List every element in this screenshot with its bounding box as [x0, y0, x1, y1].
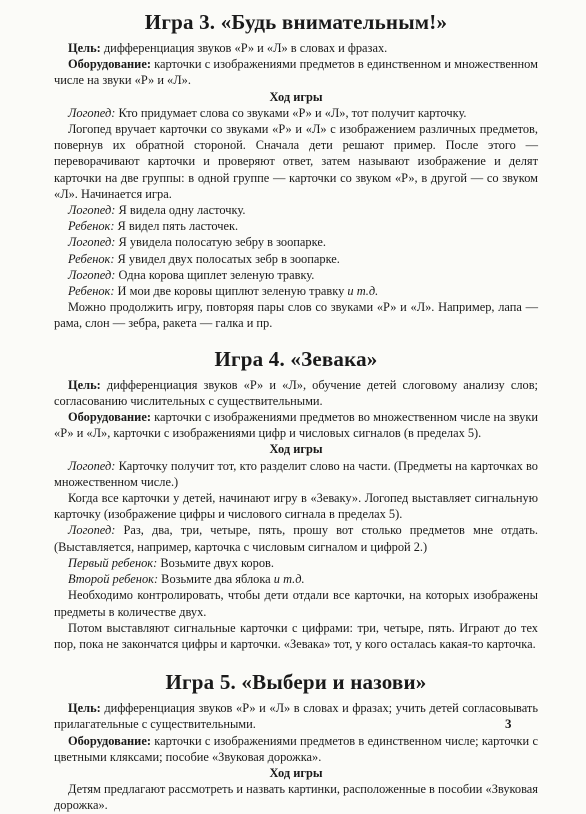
game-5-section: [54, 670, 538, 813]
speaker-label: Логопед:: [68, 458, 116, 473]
game-5-heading: Ход игры: [269, 765, 323, 780]
equipment-label: Оборудование:: [68, 57, 151, 72]
dialogue-line: [54, 105, 538, 121]
goal-text: дифференциация звуков «Р» и «Л», обучение детей слоговому анализу слов; согласованию числительных с существительными.: [54, 377, 538, 408]
dialogue-line: [54, 555, 538, 571]
dialogue-line: [54, 522, 538, 554]
speech-text: Я увидел двух полосатых зебр в зоопарке.: [114, 251, 340, 266]
equipment-label: Оборудование:: [68, 733, 151, 748]
game-4-section: [54, 347, 538, 652]
goal-text: дифференциация звуков «Р» и «Л» в словах и фразах.: [100, 41, 388, 55]
dialogue-line: [54, 267, 538, 283]
speech-text: Я увидела полосатую зебру в зоопарке.: [115, 235, 326, 250]
game-3-goal: [54, 40, 538, 56]
game-3-heading: Ход игры: [269, 89, 323, 104]
game-3-equipment: [54, 56, 538, 88]
paragraph: Логопед вручает карточки со звуками «Р» и «Л» с изображением различных предметов, повернув их обратной стороной. Сначала дети решают пример. После этого — переворачивают карточки и проверяют ответ, затем называют изображение и делят карточки на две группы: в одной группе — карточки со звуком «Р», в другой — со звуком «Л». Начинается игра.: [54, 122, 538, 201]
speaker-label: Логопед:: [68, 105, 116, 120]
paragraph: Необходимо контролировать, чтобы дети отдали все карточки, на которых изображены предметы в количестве двух.: [54, 588, 538, 619]
paragraph: Детям предлагают рассмотреть и назвать картинки, расположенные в пособии «Звуковая дорожка».: [54, 782, 538, 813]
speech-text: Возьмите два яблока: [158, 572, 271, 587]
paragraph: Можно продолжить игру, повторяя пары слов со звуками «Р» и «Л». Например, лапа — рама, слон — зебра, ракета — галка и пр.: [54, 300, 538, 331]
equipment-text: карточки с изображениями предметов во множественном числе на звуки «Р» и «Л», карточки с изображениями цифр и числовых сигналов (в пределах 5).: [54, 410, 538, 441]
speech-text: Кто придумает слова со звуками «Р» и «Л», тот получит карточку.: [115, 105, 467, 120]
game-5-goal: [54, 700, 538, 732]
dialogue-line: [54, 218, 538, 234]
dialogue-line: [54, 234, 538, 250]
speaker-label: Логопед:: [68, 523, 116, 538]
speech-text: И мои две коровы щиплют зеленую травку: [114, 284, 345, 299]
equipment-text: карточки с изображениями предметов в единственном и множественном числе на звуки «Р» и «Л».: [54, 57, 538, 88]
speech-text: Раз, два, три, четыре, пять, прошу вот столько предметов мне отдать. (Выставляется, например, карточка с числовым сигналом и цифрой 2.): [54, 523, 538, 554]
goal-text: дифференциация звуков «Р» и «Л» в словах и фразах; учить детей согласовывать прилагательные с существительными.: [54, 701, 538, 732]
goal-label: Цель:: [68, 41, 101, 55]
game-4-goal: [54, 377, 538, 409]
goal-label: Цель:: [68, 377, 101, 392]
dialogue-line: [54, 458, 538, 490]
speaker-label: Ребенок:: [68, 251, 115, 266]
game-5-title: Игра 5. «Выбери и назови»: [165, 670, 427, 695]
game-3-section: [54, 10, 538, 332]
speaker-label: Ребенок:: [68, 284, 115, 299]
dialogue-line: [54, 251, 538, 267]
speaker-label: Логопед:: [68, 203, 116, 218]
game-5-equipment: [54, 733, 538, 765]
page-number: 3: [505, 716, 512, 731]
dialogue-line: [54, 202, 538, 218]
etc-text: и т.д.: [270, 572, 305, 587]
dialogue-line: [54, 571, 538, 587]
game-3-title: Игра 3. «Будь внимательным!»: [144, 10, 448, 34]
speaker-label: Ребенок:: [68, 219, 115, 234]
game-4-title: Игра 4. «Зевака»: [214, 346, 378, 371]
speech-text: Я видел пять ласточек.: [114, 219, 239, 234]
game-4-equipment: [54, 409, 538, 441]
equipment-label: Оборудование:: [68, 410, 151, 425]
dialogue-line: [54, 283, 538, 299]
speaker-label: Первый ребенок:: [68, 555, 158, 570]
paragraph: Когда все карточки у детей, начинают игру в «Зеваку». Логопед выставляет сигнальную карточку (изображение цифры и числового сигнала в пределах 5).: [54, 491, 538, 522]
paragraph: Потом выставляют сигнальные карточки с цифрами: три, четыре, пять. Играют до тех пор, пока не закончатся цифры и карточки. «Зевака» тот, у кого осталась какая-то карточка.: [54, 620, 538, 651]
speaker-label: Второй ребенок:: [68, 572, 159, 587]
equipment-text: карточки с изображениями предметов в единственном числе; карточки с цветными кляксами; пособие «Звуковая дорожка».: [54, 733, 538, 764]
speech-text: Карточку получит тот, кто разделит слово на части. (Предметы на карточках во множественном числе.): [54, 458, 538, 489]
speech-text: Возьмите двух коров.: [157, 555, 274, 570]
speech-text: Я видела одну ласточку.: [115, 203, 246, 218]
etc-text: и т.д.: [344, 284, 379, 299]
goal-label: Цель:: [68, 701, 101, 716]
speaker-label: Логопед:: [68, 235, 116, 250]
game-4-heading: Ход игры: [269, 442, 323, 457]
speech-text: Одна корова щиплет зеленую травку.: [115, 267, 315, 282]
speaker-label: Логопед:: [68, 267, 116, 282]
